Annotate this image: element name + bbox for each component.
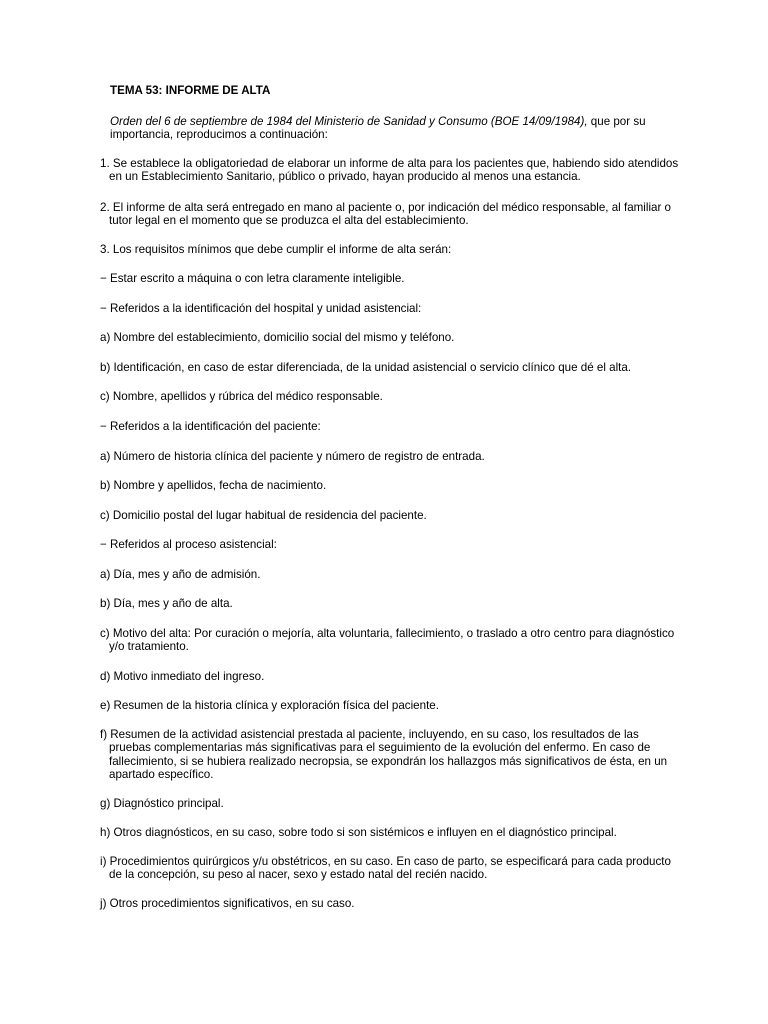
list-item-process-h: h) Otros diagnósticos, en su caso, sobre todo si son sistémicos e influyen en el diagnóstico principal. [100,826,617,839]
list-item-process-a: a) Día, mes y año de admisión. [100,568,261,581]
list-item-process-j: j) Otros procedimientos significativos, en su caso. [100,897,355,910]
list-item-typed: − Estar escrito a máquina o con letra claramente inteligible. [100,272,405,285]
intro-citation: Orden del 6 de septiembre de 1984 del Ministerio de Sanidad y Consumo (BOE 14/09/1984), [110,115,588,128]
list-item-process-i: i) Procedimientos quirúrgicos y/u obstétricos, en su caso. En caso de parto, se especificará para cada producto de la concepción, su peso al nacer, sexo y estado natal del recién nacido. [100,855,671,882]
list-item-patient-b: b) Nombre y apellidos, fecha de nacimiento. [100,479,327,492]
list-item-process-d: d) Motivo inmediato del ingreso. [100,670,265,683]
list-item-hospital-c: c) Nombre, apellidos y rúbrica del médico responsable. [100,390,383,403]
list-item-3: 3. Los requisitos mínimos que debe cumplir el informe de alta serán: [100,243,452,256]
list-item-process-heading: − Referidos al proceso asistencial: [100,538,277,551]
list-item-process-c: c) Motivo del alta: Por curación o mejoría, alta voluntaria, fallecimiento, o traslado a otro centro para diagnóstico y/o tratamiento. [100,627,675,654]
list-item-hospital-a: a) Nombre del establecimiento, domicilio social del mismo y teléfono. [100,331,455,344]
list-item-process-f: f) Resumen de la actividad asistencial prestada al paciente, incluyendo, en su caso, los resultados de las pruebas complementarias más significativas para el seguimiento de la evolución del enfermo. En caso de fallecimiento, si se hubiera realizado necropsia, se expondrán los hallazgos más significativos de ésta, en un apartado específico. [100,728,668,781]
page-title: TEMA 53: INFORME DE ALTA [110,84,271,97]
list-item-process-e: e) Resumen de la historia clínica y exploración física del paciente. [100,699,439,712]
list-item-process-b: b) Día, mes y año de alta. [100,597,233,610]
list-item-hospital-b: b) Identificación, en caso de estar diferenciada, de la unidad asistencial o servicio clínico que dé el alta. [100,361,632,374]
intro-text: que por su importancia, reproducimos a continuación: [110,115,646,142]
list-item-process-g: g) Diagnóstico principal. [100,797,224,810]
list-item-patient-a: a) Número de historia clínica del paciente y número de registro de entrada. [100,450,485,463]
list-item-hospital-heading: − Referidos a la identificación del hospital y unidad asistencial: [100,302,422,315]
list-item-2: 2. El informe de alta será entregado en mano al paciente o, por indicación del médico responsable, al familiar o tutor legal en el momento que se produzca el alta del establecimiento. [100,201,672,228]
list-item-1: 1. Se establece la obligatoriedad de elaborar un informe de alta para los pacientes que, habiendo sido atendidos en un Establecimiento Sanitario, público o privado, hayan producido al menos una estancia. [100,157,679,184]
intro-paragraph [110,115,670,142]
list-item-patient-c: c) Domicilio postal del lugar habitual de residencia del paciente. [100,509,427,522]
list-item-patient-heading: − Referidos a la identificación del paciente: [100,420,321,433]
